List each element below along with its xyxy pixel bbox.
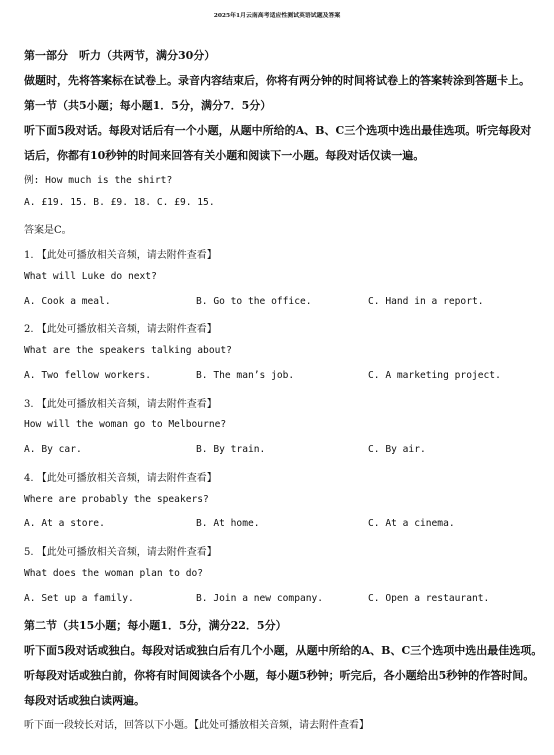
section1-heading: 第一节（共5小题；每小题1．5分，满分7．5分） [24,99,272,112]
option-b: B. By train. [196,444,266,455]
section1-instruction-line1: 听下面5段对话。每段对话后有一个小题，从题中所给的A、B、C三个选项中选出最佳选项。听完每段对 [24,124,532,137]
page-title: 2025年1月云南高考适应性测试英语试题及答案 [213,12,341,19]
part1-instruction: 做题时，先将答案标在试卷上。录音内容结束后，你将有两分钟的时间将试卷上的答案转涂到答题卡上。 [24,74,530,87]
option-c: C. By air. [368,444,426,455]
long-dialogue-audio-link[interactable]: 听下面一段较长对话，回答以下小题。【此处可播放相关音频，请去附件查看】 [24,720,369,731]
option-c: C. Hand in a report. [368,296,484,307]
option-b: B. At home. [196,518,260,529]
option-a: A. By car. [24,444,82,455]
option-c: C. At a cinema. [368,518,455,529]
section2-instruction-line2: 听每段对话或独白前，你将有时间阅读各个小题，每小题5秒钟；听完后，各小题给出5秒钟的作答时间。 [24,669,535,682]
question-text: What are the speakers talking about? [24,345,232,356]
section1-instruction-line2: 话后，你都有10秒钟的时间来回答有关小题和阅读下一小题。每段对话仅读一遍。 [24,149,425,162]
question-text: What will Luke do next? [24,271,157,282]
section2-instruction-line1: 听下面5段对话或独白。每段对话或独白后有几个小题，从题中所给的A、B、C三个选项中选出最佳选项。 [24,644,543,657]
option-b: B. The man’s job. [196,370,295,381]
question-audio-link[interactable]: 1. 【此处可播放相关音频，请去附件查看】 [24,250,217,261]
question-audio-link[interactable]: 4. 【此处可播放相关音频，请去附件查看】 [24,473,217,484]
question-text: Where are probably the speakers? [24,494,209,505]
question-audio-link[interactable]: 5. 【此处可播放相关音频，请去附件查看】 [24,547,217,558]
question-audio-link[interactable]: 2. 【此处可播放相关音频，请去附件查看】 [24,324,217,335]
example-options: A. £19. 15. B. £9. 18. C. £9. 15. [24,197,215,208]
example-answer: 答案是C。 [24,225,72,236]
option-c: C. A marketing project. [368,370,501,381]
option-a: A. Cook a meal. [24,296,111,307]
question-text: How will the woman go to Melbourne? [24,419,227,430]
option-a: A. Set up a family. [24,593,134,604]
question-audio-link[interactable]: 3. 【此处可播放相关音频，请去附件查看】 [24,399,217,410]
question-text: What does the woman plan to do? [24,568,204,579]
option-a: A. At a store. [24,518,105,529]
part1-heading: 第一部分 听力（共两节，满分30分） [24,49,216,62]
section2-heading: 第二节（共15小题；每小题1．5分，满分22．5分） [24,619,287,632]
option-b: B. Join a new company. [196,593,324,604]
option-b: B. Go to the office. [196,296,312,307]
option-c: C. Open a restaurant. [368,593,490,604]
option-a: A. Two fellow workers. [24,370,152,381]
example-question: 例: How much is the shirt? [24,175,173,186]
section2-instruction-line3: 每段对话或独白读两遍。 [24,694,145,707]
